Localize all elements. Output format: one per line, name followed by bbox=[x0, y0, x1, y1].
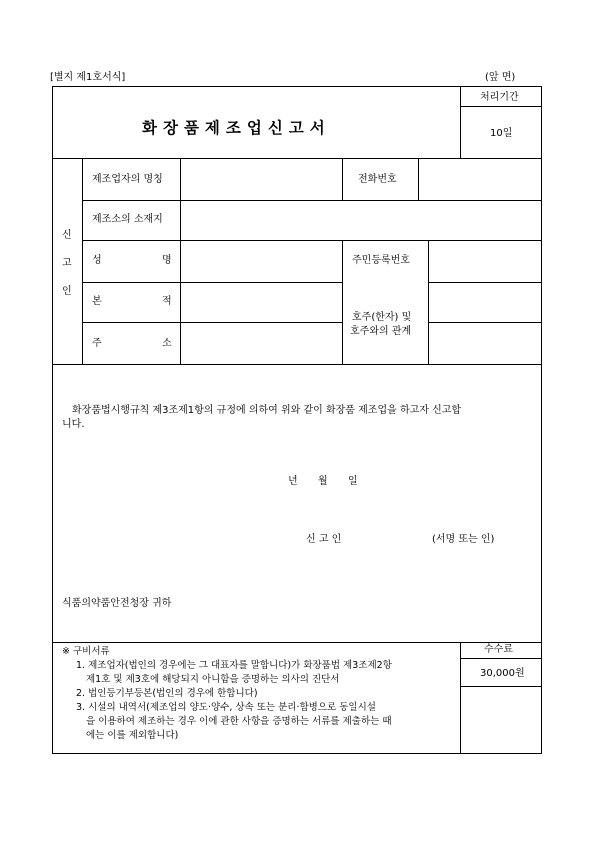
factory-address-label: 제조소의 소재지 bbox=[92, 214, 163, 225]
divider bbox=[52, 158, 542, 159]
phone-field[interactable] bbox=[420, 160, 540, 198]
phone-label: 전화번호 bbox=[358, 174, 397, 185]
applicant-side-label-2: 고 bbox=[62, 258, 72, 269]
divider bbox=[428, 282, 542, 283]
signature-label: 신 고 인 bbox=[306, 534, 342, 545]
processing-period-label: 처리기간 bbox=[480, 92, 519, 103]
declaration-line1: 화장품법시행규칙 제3조제1항의 규정에 의하여 위와 같이 화장품 제조업을 하고자 신고합 bbox=[72, 405, 462, 416]
origin-label-part1: 본 bbox=[92, 296, 102, 307]
divider bbox=[460, 686, 542, 687]
divider bbox=[460, 86, 461, 158]
factory-address-field[interactable] bbox=[182, 202, 540, 238]
recipient: 식품의약품안전청장 귀하 bbox=[62, 598, 172, 609]
document-item-1-line1: 1. 제조업자(법인의 경우에는 그 대표자를 말합니다)가 화장품법 제3조제2항 bbox=[76, 660, 392, 671]
divider bbox=[460, 658, 542, 659]
divider bbox=[82, 240, 542, 241]
household-field[interactable] bbox=[430, 284, 540, 362]
document-item-2: 2. 법인등기부등본(법인의 경우에 한합니다) bbox=[76, 688, 258, 699]
origin-label-part2: 적 bbox=[162, 296, 172, 307]
divider bbox=[82, 282, 342, 283]
signature-note: (서명 또는 인) bbox=[432, 534, 495, 545]
manufacturer-name-label: 제조업자의 명칭 bbox=[92, 174, 163, 185]
household-label-line2: 호주와의 관계 bbox=[350, 326, 412, 337]
resident-number-field[interactable] bbox=[430, 242, 540, 280]
divider bbox=[180, 158, 181, 364]
applicant-side-label-1: 신 bbox=[62, 230, 72, 241]
divider bbox=[342, 158, 343, 200]
declaration-line2: 니다. bbox=[62, 419, 85, 430]
address-field[interactable] bbox=[182, 324, 340, 362]
document-item-3-line1: 3. 시설의 내역서(제조업의 양도·양수, 상속 또는 분리·합병으로 동일시설 bbox=[76, 702, 376, 713]
document-item-1-line2: 제1호 및 제3호에 해당되지 아니함을 증명하는 의사의 진단서 bbox=[86, 674, 340, 685]
processing-period-value: 10일 bbox=[490, 128, 513, 139]
document-item-3-line3: 에는 이를 제외합니다) bbox=[86, 730, 179, 741]
applicant-side-label-3: 인 bbox=[62, 286, 72, 297]
address-label-part1: 주 bbox=[92, 338, 102, 349]
divider bbox=[52, 364, 542, 365]
form-number: [별지 제1호서식] bbox=[50, 72, 126, 83]
form-title: 화장품제조업신고서 bbox=[142, 119, 331, 137]
documents-heading: ※ 구비서류 bbox=[62, 646, 110, 657]
origin-field[interactable] bbox=[182, 284, 340, 320]
date-month-label: 월 bbox=[318, 476, 328, 487]
divider bbox=[460, 106, 542, 107]
fee-label: 수수료 bbox=[484, 644, 513, 655]
document-item-3-line2: 을 이용하여 제조하는 경우 이에 관한 사항을 증명하는 서류를 제출하는 때 bbox=[86, 716, 392, 727]
address-label-part2: 소 bbox=[162, 338, 172, 349]
household-label-line1: 호주(한자) 및 bbox=[352, 312, 412, 323]
divider bbox=[52, 642, 542, 643]
divider bbox=[82, 200, 542, 201]
divider bbox=[418, 158, 419, 200]
divider bbox=[82, 322, 342, 323]
date-year-label: 년 bbox=[288, 476, 298, 487]
name-label-part1: 성 bbox=[92, 255, 102, 266]
resident-number-label: 주민등록번호 bbox=[352, 255, 410, 266]
divider bbox=[342, 240, 343, 364]
manufacturer-name-field[interactable] bbox=[182, 160, 340, 198]
page-side-label: (앞 면) bbox=[485, 72, 516, 83]
date-day-label: 일 bbox=[348, 476, 358, 487]
divider bbox=[428, 240, 429, 364]
name-field[interactable] bbox=[182, 242, 340, 280]
divider bbox=[82, 158, 83, 364]
fee-value: 30,000원 bbox=[480, 668, 525, 679]
name-label-part2: 명 bbox=[162, 255, 172, 266]
